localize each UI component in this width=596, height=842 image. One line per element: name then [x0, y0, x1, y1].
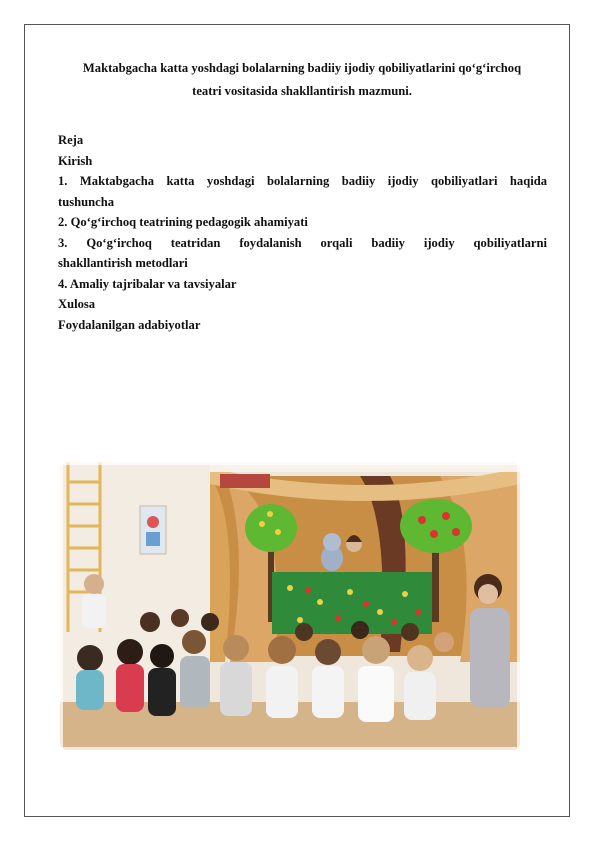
title-line-1: Maktabgacha katta yoshdagi bolalarning badiiy ijodiy qobiliyatlarini qo‘g‘irchoq: [82, 61, 522, 75]
toc-item-intro: Kirish: [58, 153, 93, 168]
toc-item-references: Foydalanilgan adabiyotlar: [58, 317, 201, 332]
toc-item-4: 4. Amaliy tajribalar va tavsiyalar: [58, 276, 237, 291]
toc-item-3: 3. Qo‘g‘irchoq teatridan foydalanish orqali badiiy ijodiy qobiliyatlarni: [58, 235, 547, 250]
plan-heading: Reja: [58, 133, 84, 147]
puppet-theatre-photo: [60, 462, 520, 750]
toc-item-1-cont: tushuncha: [58, 194, 115, 209]
document-title: [58, 57, 546, 103]
toc-item-2: 2. Qo‘g‘irchoq teatrining pedagogik ahamiyati: [58, 215, 308, 229]
toc-item-conclusion: Xulosa: [58, 297, 96, 311]
title-line-2: teatri vositasida shakllantirish mazmuni.: [192, 84, 412, 98]
toc-item-1: 1. Maktabgacha katta yoshdagi bolalarning badiiy ijodiy qobiliyatlari haqida: [58, 174, 547, 188]
toc-item-3-cont: shakllantirish metodlari: [58, 256, 188, 270]
table-of-contents: [58, 130, 547, 335]
